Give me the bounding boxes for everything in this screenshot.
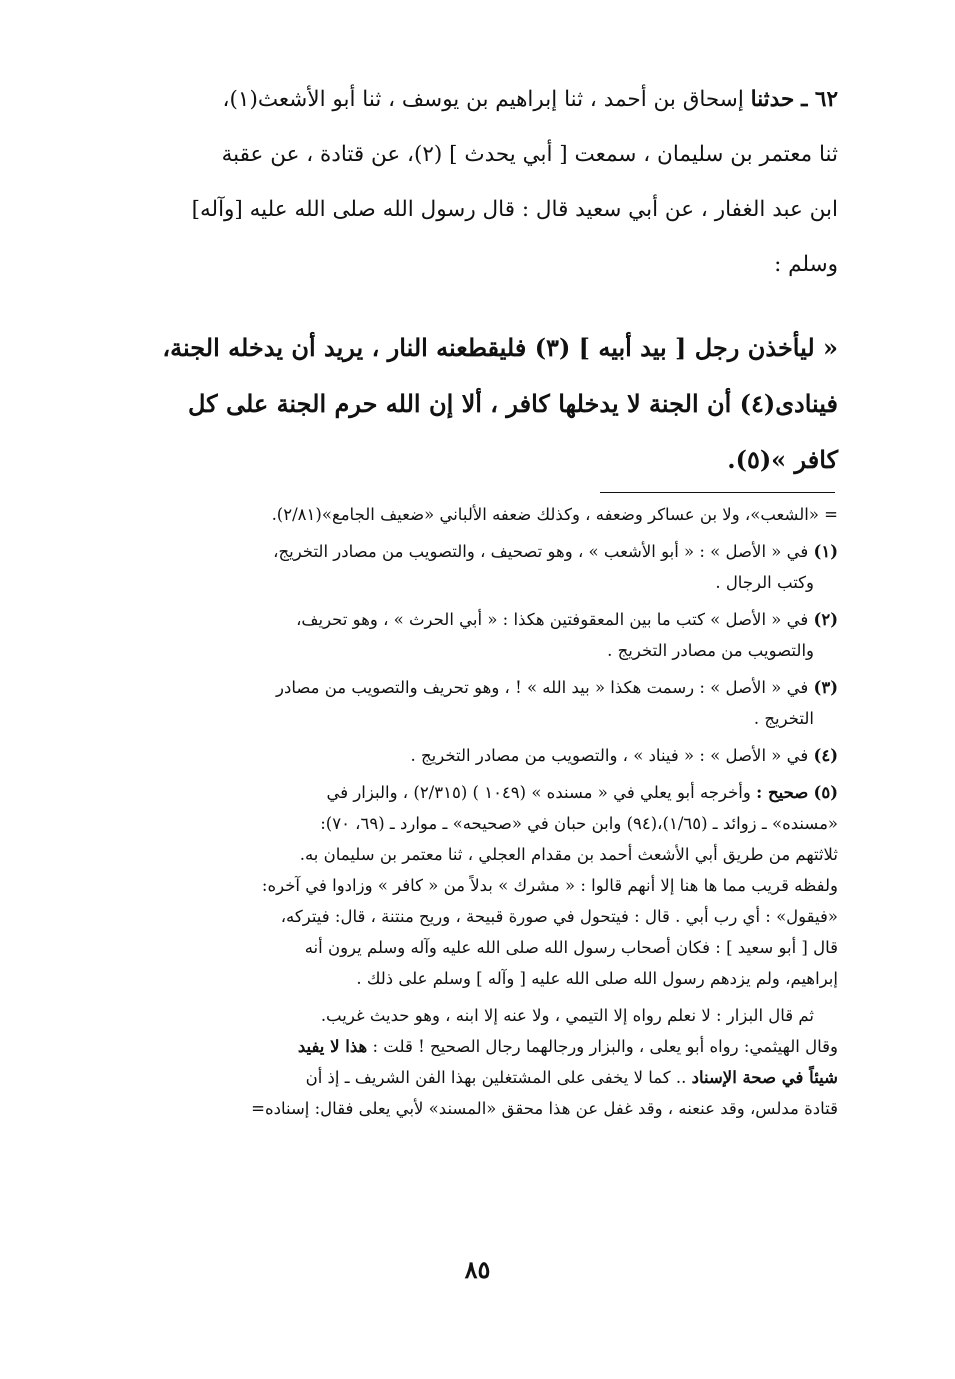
emphasis-text: شيئاً في صحة الإسناد <box>691 1068 838 1087</box>
footnote-tail: والتصويب من مصادر التخريج . <box>607 641 814 660</box>
hadith-isnad <box>158 72 838 292</box>
isnad-line-1 <box>158 72 838 127</box>
isnad-line-3: ابن عبد الغفار ، عن أبي سعيد قال : قال رسول الله صلى الله عليه [وآله] <box>191 197 838 222</box>
footnotes <box>158 499 838 1130</box>
footnote-4 <box>158 740 838 771</box>
isnad-line-4: وسلم : <box>774 252 838 277</box>
grading-word: صحيح : <box>756 783 809 802</box>
footnote-number: (٥) <box>813 783 838 802</box>
hadith-matn <box>158 320 838 488</box>
footnote-continuation: = «الشعب»، ولا بن عساكر وضعفه ، وكذلك ضعفه الألباني «ضعيف الجامع»(٢/٨١). <box>271 505 838 524</box>
footnote-number: (٢) <box>813 610 838 629</box>
footnote-1 <box>158 536 838 598</box>
footnote-separator <box>600 492 835 493</box>
footnote-3 <box>158 672 838 734</box>
footnote-text: في « الأصل » كتب ما بين المعقوفتين هكذا : « أبي الحرث » ، وهو تحريف، <box>296 610 809 629</box>
footnote-tail: التخريج . <box>753 709 814 728</box>
isnad-line-2: ثنا معتمر بن سليمان ، سمعت [ أبي يحدث ] (٢)، عن قتادة ، عن عقبة <box>221 142 838 167</box>
emphasis-text: هذا لا يفيد <box>297 1037 368 1056</box>
footnote-paragraph <box>158 1000 838 1124</box>
footnote-tail: وكتب الرجال . <box>715 573 814 592</box>
footnote-line: وأخرجه أبو يعلي في « مسنده » (١٠٤٩ ) (٢/٣١٥) ، والبزار في <box>326 783 751 802</box>
footnote-line: قال [ أبو سعيد ] : فكان أصحاب رسول الله صلى الله عليه وآله وسلم يرون أنه <box>304 938 838 957</box>
footnote-5 <box>158 777 838 994</box>
footnote-line: ثلاثتهم من طريق أبي الأشعث أحمد بن مقدام العجلي ، ثنا معتمر بن سليمان به. <box>299 845 838 864</box>
matn-line-3: كافر »(٥). <box>727 445 838 474</box>
footnote-line: .. كما لا يخفى على المشتغلين بهذا الفن الشريف ـ إذ أن <box>305 1068 687 1087</box>
footnote-text: في « الأصل » : « فيناد » ، والتصويب من مصادر التخريج . <box>410 746 809 765</box>
footnote-line: وقال الهيثمي: رواه أبو يعلى ، والبزار ورجالهما رجال الصحيح ! قلت : <box>372 1037 838 1056</box>
isnad-text-1: إسحاق بن أحمد ، ثنا إبراهيم بن يوسف ، ثنا أبو الأشعث(١)، <box>222 87 744 112</box>
page-number: ٨٥ <box>464 1255 491 1284</box>
footnote-number: (٤) <box>813 746 838 765</box>
matn-line-1: « ليأخذن رجل [ بيد أبيه ] (٣) فليقطعنه النار ، يريد أن يدخله الجنة، <box>162 333 838 362</box>
narration-lead: حدثنا <box>750 87 795 112</box>
hadith-number: ٦٢ ـ <box>801 87 838 112</box>
footnote-number: (٣) <box>813 678 838 697</box>
footnote-line: إبراهيم، ولم يزدهم رسول الله صلى الله عليه [ وآله ] وسلم على ذلك . <box>356 969 838 988</box>
footnote-line: «فيقول» : أي رب أبي . قال : فيتحول في صورة قبيحة ، وريح منتنة ، قال: فيتركه، <box>280 907 838 926</box>
footnote-line: ولفظه قريب مما ها هنا إلا أنهم قالوا : « مشرك » بدلاً من « كافر » وزادوا في آخره: <box>261 876 838 895</box>
footnote-text: في « الأصل » : « أبو الأشعب » ، وهو تصحيف ، والتصويب من مصادر التخريج، <box>273 542 809 561</box>
footnote-2 <box>158 604 838 666</box>
footnote-text: في « الأصل » : رسمت هكذا « بيد الله » ! ، وهو تحريف والتصويب من مصادر <box>276 678 809 697</box>
footnote-line: قتادة مدلس، وقد عنعنه ، وقد غفل عن هذا محقق «المسند» لأبي يعلى فقال: إسناده= <box>251 1099 838 1118</box>
footnote-line: ثم قال البزار : لا نعلم رواه إلا التيمي ، ولا عنه إلا ابنه ، وهو حديث غريب. <box>320 1006 814 1025</box>
matn-line-2: فينادى(٤) أن الجنة لا يدخلها كافر ، ألا إن الله حرم الجنة على كل <box>187 389 838 418</box>
footnote-line: «مسنده» ـ زوائد ـ (١/٦٥)،(٩٤) وابن حبان في «صحيحه» ـ موارد ـ (٦٩، ٧٠): <box>320 814 838 833</box>
footnote-number: (١) <box>813 542 838 561</box>
